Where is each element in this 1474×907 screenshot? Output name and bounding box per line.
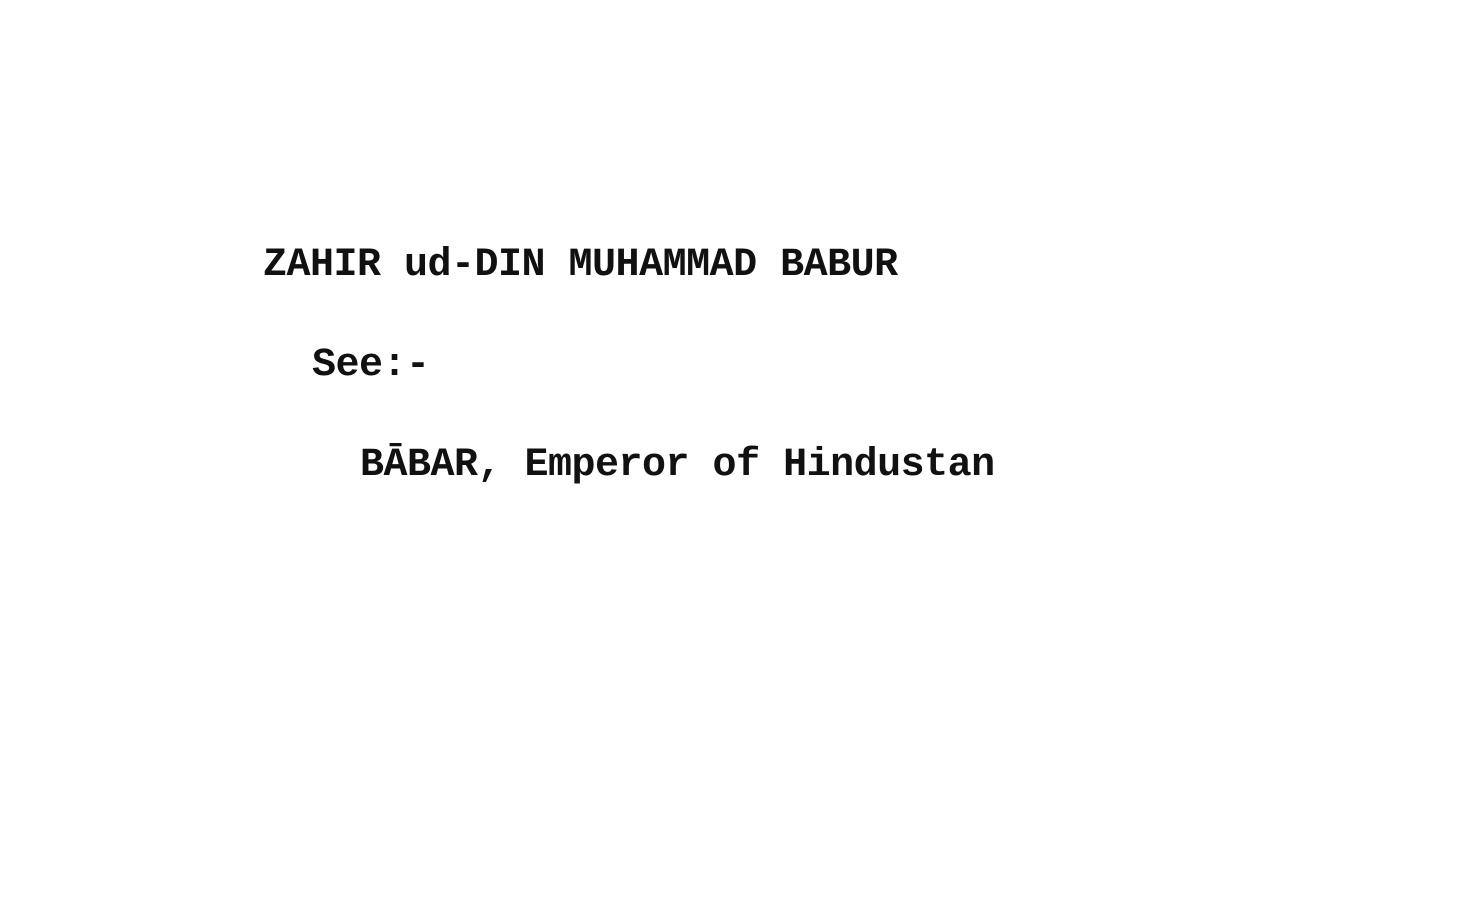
- see-label: See:-: [312, 343, 430, 388]
- cross-reference: BĀBAR, Emperor of Hindustan: [360, 443, 995, 488]
- card-heading: ZAHIR ud-DIN MUHAMMAD BABUR: [263, 243, 898, 288]
